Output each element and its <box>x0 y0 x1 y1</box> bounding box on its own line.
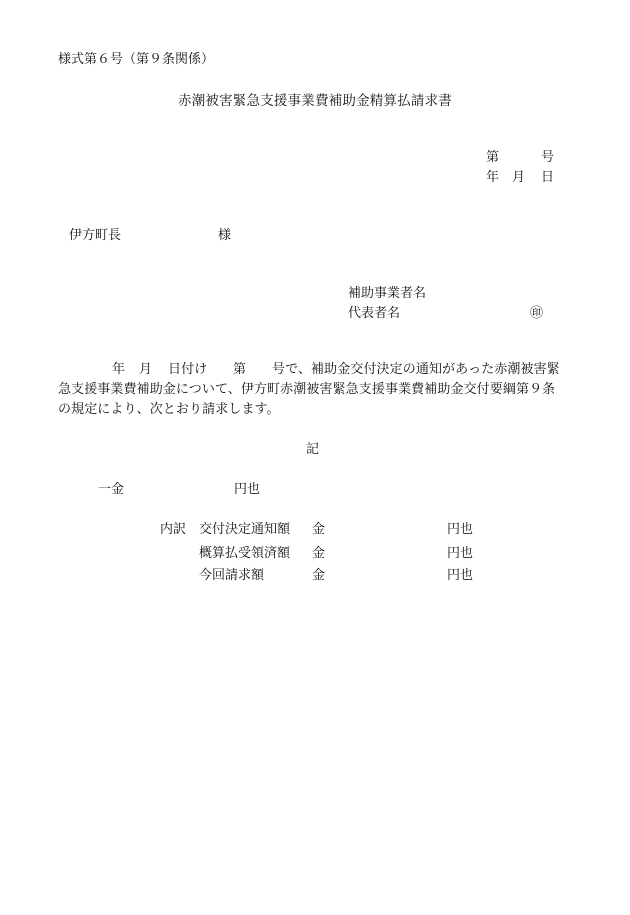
form-label: 様式第６号（第９条関係） <box>58 52 215 67</box>
body-month: 月 <box>139 362 153 377</box>
breakdown-row-kin: 金 <box>312 522 326 537</box>
body-line2: 急支援事業費補助金について、伊方町赤潮被害緊急支援事業費補助金交付要綱第９条 <box>58 382 556 397</box>
total-prefix: 一金 <box>98 482 125 497</box>
breakdown-row-label: 今回請求額 <box>199 568 265 583</box>
breakdown-row-suffix: 円也 <box>447 522 474 537</box>
representative-label: 代表者名 <box>348 306 401 321</box>
body-line1-rest: 号で、補助金交付決定の通知があった赤潮被害緊 <box>272 362 560 377</box>
date-year: 年 <box>486 170 500 185</box>
addressee-honorific: 様 <box>218 228 232 243</box>
seal-mark: ㊞ <box>530 306 544 321</box>
body-year: 年 <box>112 362 126 377</box>
ki-heading: 記 <box>306 442 320 457</box>
body-number-prefix: 第 <box>233 362 247 377</box>
addressee-name: 伊方町長 <box>69 228 122 243</box>
breakdown-row-kin: 金 <box>312 568 326 583</box>
breakdown-label: 内訳 <box>160 522 187 537</box>
breakdown-row-suffix: 円也 <box>447 568 474 583</box>
breakdown-row-kin: 金 <box>312 546 326 561</box>
operator-label: 補助事業者名 <box>348 286 427 301</box>
number-suffix: 号 <box>541 150 555 165</box>
body-line3: の規定により、次とおり請求します。 <box>58 402 280 417</box>
body-day-suffix: 日付け <box>168 362 208 377</box>
breakdown-row-suffix: 円也 <box>447 546 474 561</box>
breakdown-row-label: 概算払受領済額 <box>199 546 291 561</box>
total-suffix: 円也 <box>234 482 261 497</box>
number-prefix: 第 <box>486 150 500 165</box>
date-month: 月 <box>512 170 526 185</box>
date-day: 日 <box>541 170 555 185</box>
breakdown-row-label: 交付決定通知額 <box>199 522 291 537</box>
document-title: 赤潮被害緊急支援事業費補助金精算払請求書 <box>178 93 452 109</box>
